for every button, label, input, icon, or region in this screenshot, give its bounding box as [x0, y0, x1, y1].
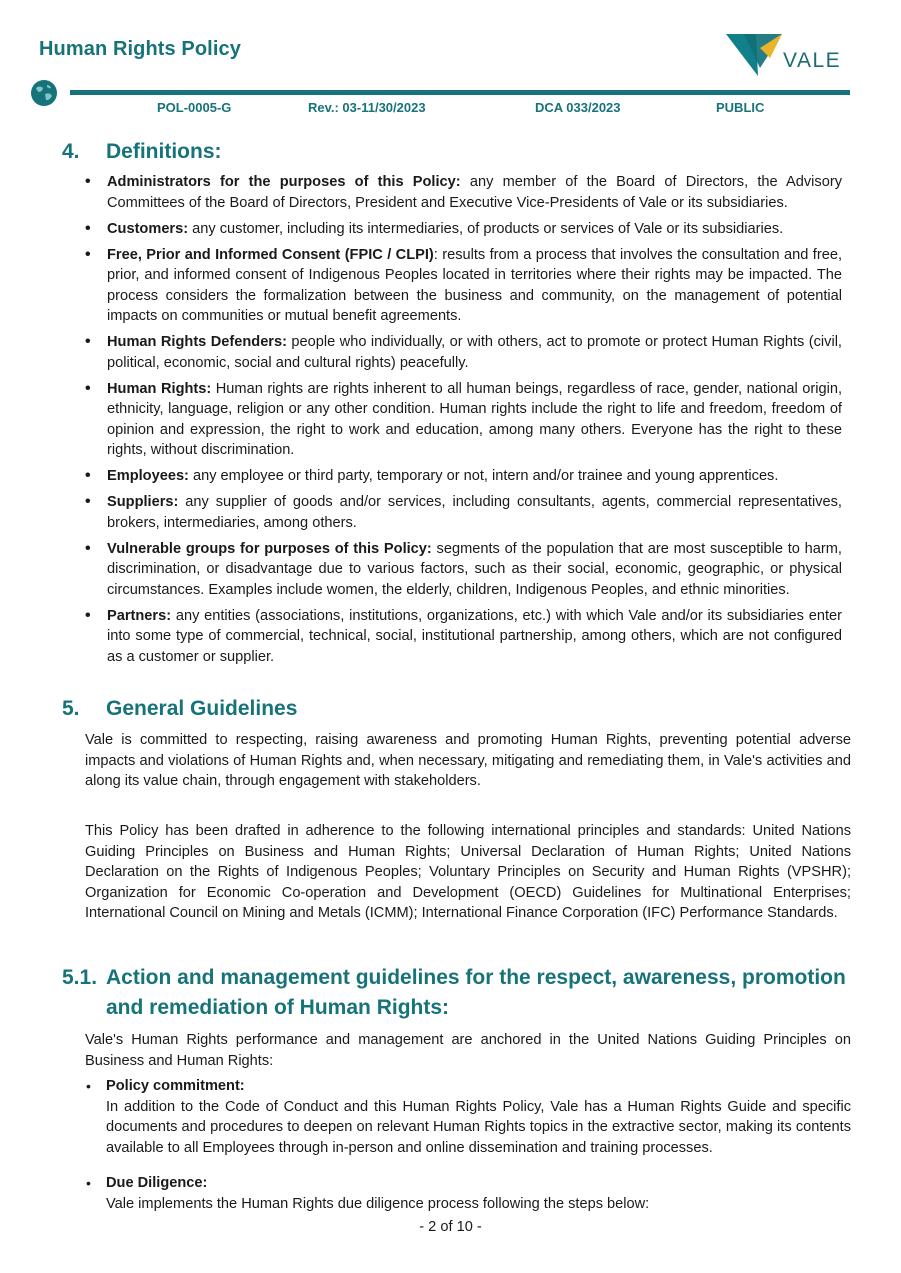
- list-item: [85, 492, 842, 533]
- definition-text: any customer, including its intermediaries, of products or services of Vale or its subsidiaries.: [188, 220, 784, 237]
- section-title-line-2: and remediation of Human Rights:: [106, 996, 450, 1019]
- definition-term: Free, Prior and Informed Consent (FPIC / CLPI): [107, 246, 434, 263]
- section-title: Definitions:: [106, 140, 222, 163]
- globe-icon: [30, 79, 58, 107]
- guideline-text: Vale implements the Human Rights due diligence process following the steps below:: [106, 1195, 650, 1212]
- paragraph: Vale is committed to respecting, raising awareness and promoting Human Rights, preventing potential adverse impacts and violations of Human Rights and, when necessary, mitigating and remediating them, in Vale's activities and along its value chain, through engagement with stakeholders.: [85, 732, 851, 789]
- guideline-term: Policy commitment:: [106, 1078, 245, 1094]
- definition-term: Employees:: [107, 468, 189, 484]
- definition-term: Customers:: [107, 220, 189, 237]
- definition-text: : results from a process that involves the consultation and free, prior, and informed consent of Indigenous Peoples located in territories where their rights may be impacted. The process considers the formalization between the business and community, on the management of potential impacts on communities or mutual benefit agreements.: [107, 246, 842, 324]
- definition-text: Human rights are rights inherent to all human beings, regardless of race, gender, national origin, ethnicity, language, religion or any other condition. Human rights include the right to life and freedom, freedom of opinion and expression, the right to work and education, among many others. Everyone has the right to these rights, without discrimination.: [107, 380, 842, 458]
- section-number: 5.: [62, 697, 80, 720]
- section-number: 5.1.: [62, 966, 98, 989]
- list-item: [85, 606, 842, 668]
- logo-text: VALE: [783, 49, 842, 72]
- list-item: [85, 379, 842, 461]
- definition-term: Suppliers:: [107, 494, 179, 510]
- list-item: [85, 219, 842, 240]
- definition-term: Vulnerable groups for purposes of this Policy:: [107, 540, 432, 557]
- document-title: Human Rights Policy: [39, 38, 241, 60]
- definition-term: Human Rights:: [107, 380, 212, 397]
- list-item: [85, 1076, 851, 1158]
- definition-text: people who individually, or with others, act to promote or protect Human Rights (civil, political, economic, social and cultural rights) peacefully.: [107, 334, 842, 371]
- list-item: [85, 172, 842, 213]
- definition-term: Human Rights Defenders:: [107, 334, 287, 350]
- section-title: General Guidelines: [106, 697, 298, 720]
- paragraph: This Policy has been drafted in adherence to the following international principles and standards: United Nations Guiding Principles on Business and Human Rights; Universal Declaration of Human Rights; United Nations Declaration on the Rights of Indigenous Peoples; Voluntary Principles on Security and Human Rights (VPSHR); Organization for Economic Co-operation and Development (OECD) Guidelines for Multinational Enterprises; International Council on Mining and Metals (ICMM); International Finance Corporation (IFC) Performance Standards.: [85, 823, 851, 921]
- list-item: [85, 1173, 851, 1214]
- header-rule: [70, 90, 850, 95]
- list-item: [85, 539, 842, 601]
- definition-text: segments of the population that are most susceptible to harm, discrimination, or disadvantage due to various factors, such as their social, economic, geographic, or physical circumstances. Examples include women, the elderly, children, Indigenous Peoples, and ethnic minorities.: [107, 540, 842, 598]
- document-code: POL-0005-G: [157, 100, 232, 115]
- section-title-line-1: Action and management guidelines for the respect, awareness, promotion: [106, 966, 846, 989]
- paragraph: Vale's Human Rights performance and management are anchored in the United Nations Guiding Principles on Business and Human Rights:: [85, 1032, 851, 1069]
- section-4-heading: [62, 140, 222, 164]
- guideline-text: In addition to the Code of Conduct and this Human Rights Policy, Vale has a Human Rights Guide and specific documents and procedures to deepen on relevant Human Rights topics in the extractive sector, making its contents available to all Employees through in-person and online dissemination and training processes.: [106, 1098, 851, 1156]
- section-5-1-heading: [62, 963, 862, 1023]
- guidelines-list: [85, 1076, 851, 1158]
- definition-text: any employee or third party, temporary or not, intern and/or trainee and young apprentices.: [188, 468, 779, 484]
- section-5-heading: [62, 697, 297, 721]
- definition-text: any entities (associations, institutions, organizations, etc.) with which Vale and/or its subsidiaries enter into some type of commercial, technical, social, institutional partnership, among others, which are not configured as a customer or supplier.: [107, 607, 842, 665]
- definition-text: any member of the Board of Directors, the Advisory Committees of the Board of Directors, President and Executive Vice-Presidents of Vale or its subsidiaries.: [107, 174, 842, 211]
- list-item: [85, 245, 842, 327]
- revision-label: Rev.: 03-11/30/2023: [308, 100, 426, 115]
- guideline-term: Due Diligence:: [106, 1175, 208, 1191]
- dca-label: DCA 033/2023: [535, 100, 621, 115]
- list-item: [85, 466, 842, 487]
- page-number: - 2 of 10 -: [419, 1219, 482, 1235]
- definition-term: Administrators for the purposes of this Policy:: [107, 174, 461, 190]
- section-number: 4.: [62, 140, 80, 163]
- list-item: [85, 332, 842, 373]
- guidelines-list: [85, 1173, 851, 1214]
- classification-label: PUBLIC: [716, 100, 765, 115]
- definitions-list: [85, 172, 842, 673]
- definition-term: Partners:: [107, 607, 172, 624]
- definition-text: any supplier of goods and/or services, including consultants, agents, commercial representatives, brokers, intermediaries, among others.: [107, 494, 842, 531]
